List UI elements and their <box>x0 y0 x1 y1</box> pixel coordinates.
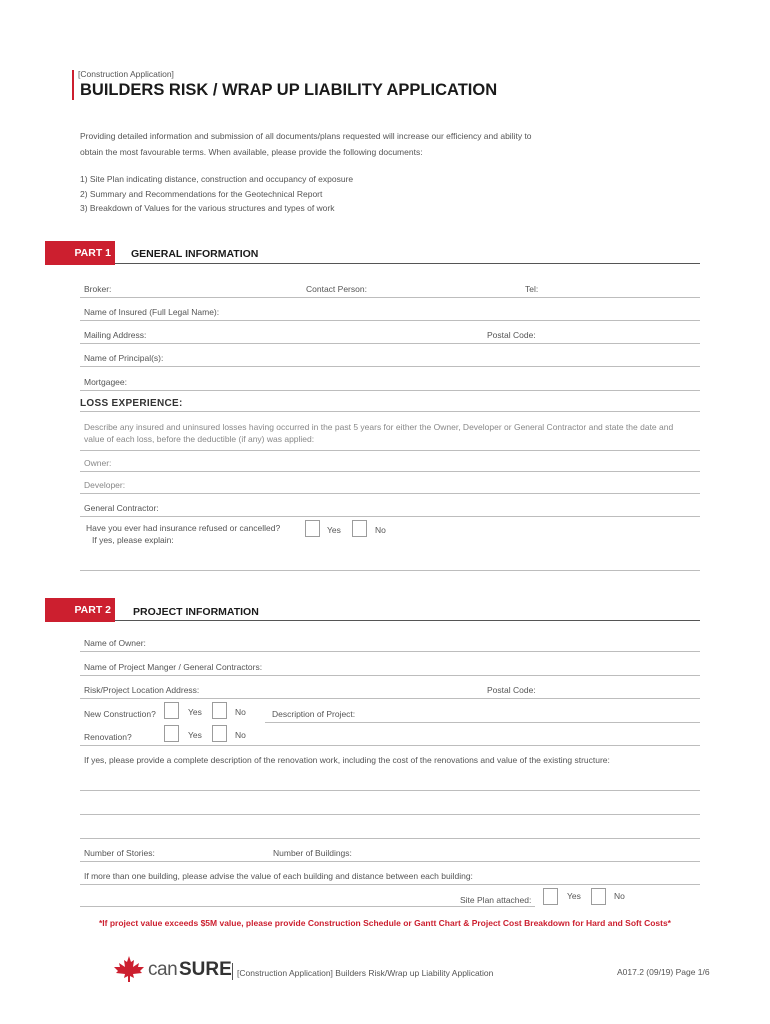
project-description-line[interactable] <box>265 722 700 723</box>
refused-yes-checkbox[interactable] <box>305 520 320 537</box>
part-2-tab: PART 2 <box>45 598 115 622</box>
document-title: BUILDERS RISK / WRAP UP LIABILITY APPLICATION <box>80 81 498 99</box>
site-plan-no-label: No <box>614 891 625 901</box>
renovation-no-label: No <box>235 730 246 740</box>
header-tag: [Construction Application] <box>78 69 174 79</box>
renovation-description-line-3[interactable] <box>80 838 700 839</box>
loss-gc-line[interactable] <box>80 516 700 517</box>
part-1-tab: PART 1 <box>45 241 115 265</box>
refused-question: Have you ever had insurance refused or cancelled? <box>86 523 281 533</box>
stories-label: Number of Stories: <box>84 848 155 858</box>
mailing-address-line[interactable] <box>80 343 700 344</box>
project-postal-code-label: Postal Code: <box>487 685 536 695</box>
refused-explain-label: If yes, please explain: <box>92 535 174 545</box>
logo-can-text: can <box>148 959 178 980</box>
new-construction-label: New Construction? <box>84 709 156 719</box>
owner-name-label: Name of Owner: <box>84 638 146 648</box>
contact-person-label: Contact Person: <box>306 284 367 294</box>
loss-gc-label: General Contractor: <box>84 503 159 513</box>
footer-form-name: [Construction Application] Builders Risk/Wrap up Liability Application <box>237 968 494 978</box>
site-plan-line[interactable] <box>80 906 535 907</box>
footer-separator <box>232 963 233 980</box>
project-manager-line[interactable] <box>80 675 700 676</box>
document-item-1: 1) Site Plan indicating distance, construction and occupancy of exposure <box>80 174 354 184</box>
loss-description-2: value of each loss, before the deductible (if any) was applied: <box>84 434 315 444</box>
postal-code-label: Postal Code: <box>487 330 536 340</box>
location-address-label: Risk/Project Location Address: <box>84 685 200 695</box>
renovation-description-line-1[interactable] <box>80 790 700 791</box>
loss-developer-line[interactable] <box>80 493 700 494</box>
renovation-no-checkbox[interactable] <box>212 725 227 742</box>
refused-yes-label: Yes <box>327 525 341 535</box>
principal-name-label: Name of Principal(s): <box>84 353 164 363</box>
new-construction-yes-label: Yes <box>188 707 202 717</box>
multi-building-line[interactable] <box>80 884 700 885</box>
multi-building-prompt: If more than one building, please advise the value of each building and distance between each building: <box>84 871 473 881</box>
loss-description-1: Describe any insured and uninsured losses having occurred in the past 5 years for either the Owner, Developer or General Contractor and state the date and <box>84 422 674 432</box>
intro-line-2: obtain the most favourable terms. When available, please provide the following documents: <box>80 147 423 157</box>
refused-no-label: No <box>375 525 386 535</box>
cansure-logo <box>112 955 232 983</box>
renovation-yes-checkbox[interactable] <box>164 725 179 742</box>
broker-row-line[interactable] <box>80 297 700 298</box>
location-address-line[interactable] <box>80 698 700 699</box>
buildings-label: Number of Buildings: <box>273 848 352 858</box>
owner-name-line[interactable] <box>80 651 700 652</box>
loss-developer-label: Developer: <box>84 480 126 490</box>
project-value-warning: *If project value exceeds $5M value, please provide Construction Schedule or Gantt Chart & Project Cost Breakdown for Hard and Soft Costs* <box>99 918 671 928</box>
maple-leaf-icon <box>112 955 146 983</box>
mailing-address-label: Mailing Address: <box>84 330 147 340</box>
part-1-title: GENERAL INFORMATION <box>131 248 259 260</box>
renovation-yes-label: Yes <box>188 730 202 740</box>
new-construction-no-checkbox[interactable] <box>212 702 227 719</box>
loss-owner-label: Owner: <box>84 458 112 468</box>
loss-owner-line[interactable] <box>80 471 700 472</box>
insured-name-line[interactable] <box>80 320 700 321</box>
refused-explain-line[interactable] <box>80 570 700 571</box>
part-2-title: PROJECT INFORMATION <box>133 606 259 618</box>
logo-sure-text: SURE <box>179 959 232 980</box>
part-2-rule <box>115 620 700 621</box>
footer-form-code: A017.2 (09/19) Page 1/6 <box>617 967 710 977</box>
stories-buildings-line[interactable] <box>80 861 700 862</box>
project-manager-label: Name of Project Manger / General Contractors: <box>84 662 263 672</box>
renovation-label: Renovation? <box>84 732 132 742</box>
site-plan-no-checkbox[interactable] <box>591 888 606 905</box>
document-item-2: 2) Summary and Recommendations for the Geotechnical Report <box>80 189 323 199</box>
loss-experience-heading: LOSS EXPERIENCE: <box>80 398 183 409</box>
part-1-rule <box>115 263 700 264</box>
intro-line-1: Providing detailed information and submission of all documents/plans requested will increase our efficiency and ability to <box>80 131 532 141</box>
mortgagee-line[interactable] <box>80 390 700 391</box>
loss-experience-rule <box>80 411 700 412</box>
site-plan-yes-label: Yes <box>567 891 581 901</box>
renovation-description-prompt: If yes, please provide a complete description of the renovation work, including the cost of the renovations and value of the existing structure: <box>84 755 610 765</box>
new-construction-no-label: No <box>235 707 246 717</box>
renovation-rule <box>80 745 700 746</box>
document-item-3: 3) Breakdown of Values for the various structures and types of work <box>80 203 335 213</box>
insured-name-label: Name of Insured (Full Legal Name): <box>84 307 220 317</box>
header-accent-bar <box>72 70 74 100</box>
mortgagee-label: Mortgagee: <box>84 377 127 387</box>
principal-name-line[interactable] <box>80 366 700 367</box>
renovation-description-line-2[interactable] <box>80 814 700 815</box>
tel-label: Tel: <box>525 284 539 294</box>
site-plan-label: Site Plan attached: <box>460 895 532 905</box>
broker-label: Broker: <box>84 284 112 294</box>
refused-no-checkbox[interactable] <box>352 520 367 537</box>
site-plan-yes-checkbox[interactable] <box>543 888 558 905</box>
loss-description-line[interactable] <box>80 450 700 451</box>
project-description-label: Description of Project: <box>272 709 356 719</box>
new-construction-yes-checkbox[interactable] <box>164 702 179 719</box>
